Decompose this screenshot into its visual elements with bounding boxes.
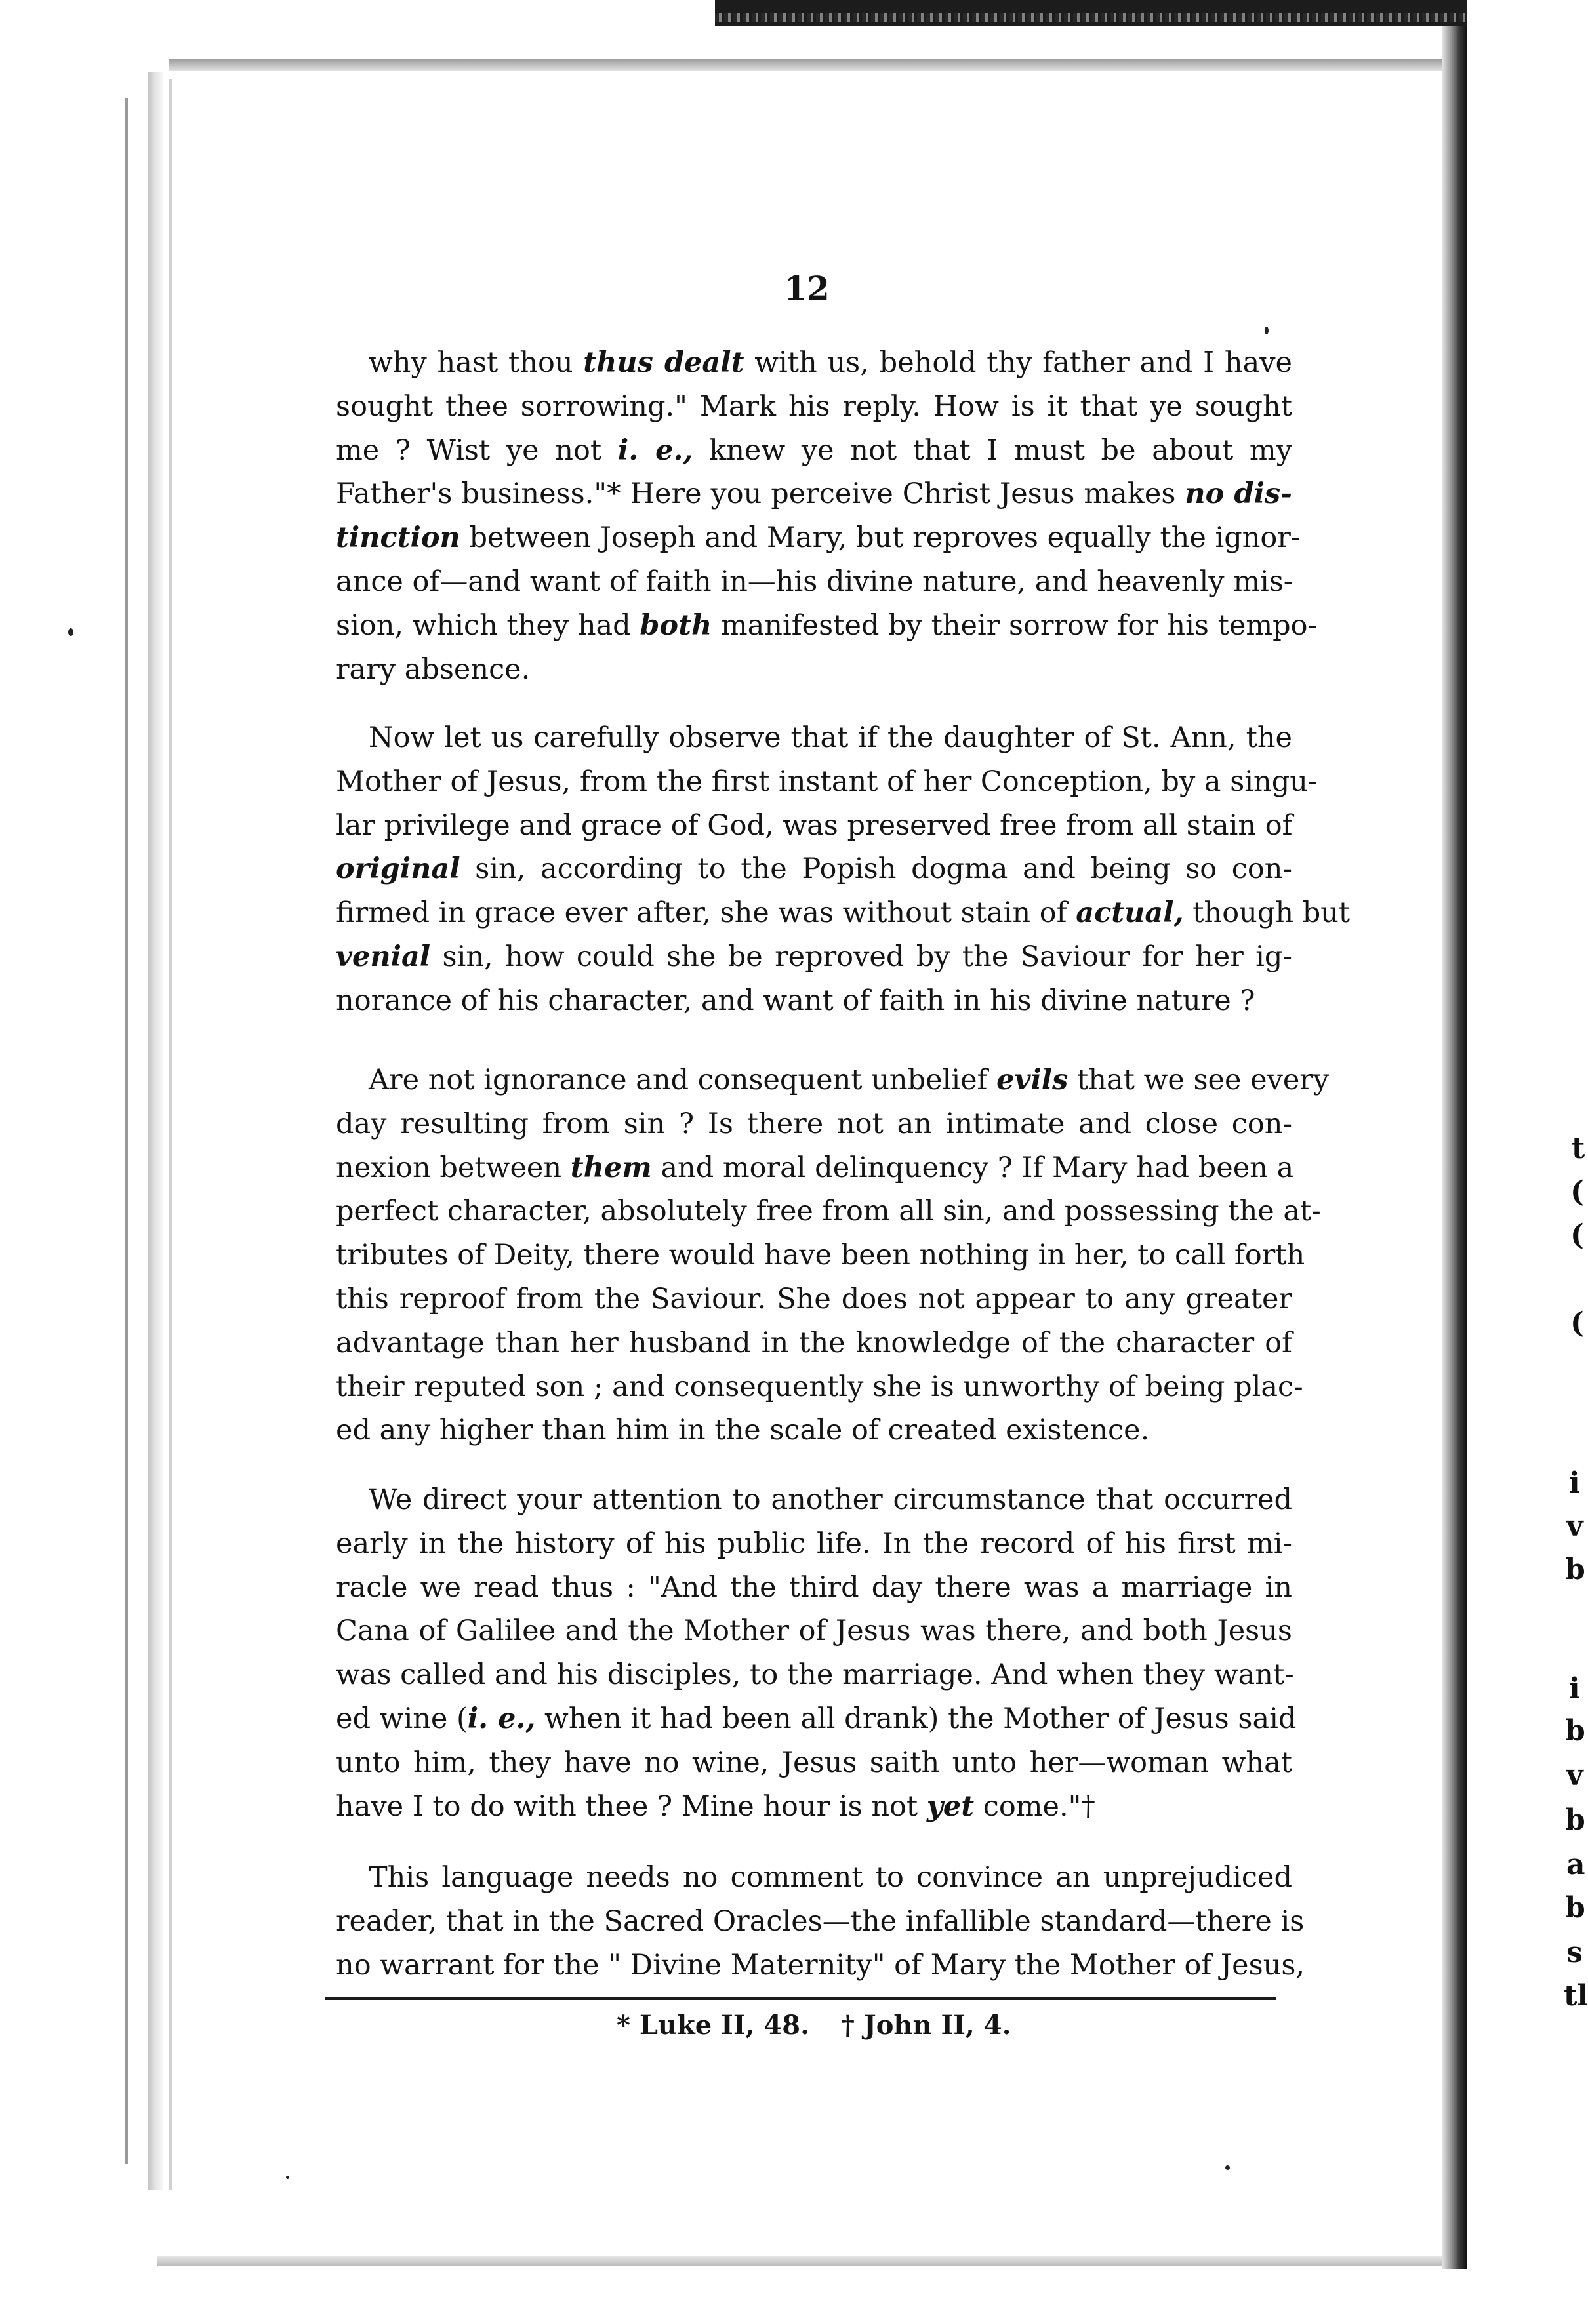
text-line: norance of his character, and want of faith in his divine nature ? xyxy=(336,984,1255,1017)
paragraph xyxy=(336,1478,1297,1828)
margin-fragment: t xyxy=(1572,1132,1585,1165)
text-line: original sin, according to the Popish dogma and being so con- xyxy=(336,852,1292,886)
italic-run: i. e., xyxy=(467,1702,536,1735)
gutter-shadow xyxy=(1442,26,1467,2269)
text-line: ance of—and want of faith in—his divine nature, and heavenly mis- xyxy=(336,565,1293,598)
text-line: me ? Wist ye not i. e., knew ye not that I must be about my xyxy=(336,433,1292,467)
text-line: sion, which they had both manifested by their sorrow for his tempo- xyxy=(336,609,1318,642)
italic-run: venial xyxy=(336,940,431,973)
margin-fragment: b xyxy=(1565,1891,1585,1925)
text-line: this reproof from the Saviour. She does not appear to any greater xyxy=(336,1282,1292,1315)
text-line: day resulting from sin ? Is there not an intimate and close con- xyxy=(336,1107,1292,1140)
scan-speck xyxy=(1225,2165,1230,2170)
paragraph xyxy=(336,716,1351,1023)
italic-run: yet xyxy=(926,1790,975,1823)
text-line: We direct your attention to another circumstance that occurred xyxy=(369,1483,1292,1516)
italic-run: tinction xyxy=(336,521,460,555)
italic-run: them xyxy=(570,1151,652,1184)
margin-fragment: ( xyxy=(1570,1175,1584,1209)
text-line: Cana of Galilee and the Mother of Jesus was there, and both Jesus xyxy=(336,1614,1292,1648)
scan-speck xyxy=(68,628,73,636)
binding-edge-shadow xyxy=(148,72,163,2190)
margin-fragment: i xyxy=(1569,1672,1580,1706)
text-line: advantage than her husband in the knowledge of the character of xyxy=(336,1326,1292,1359)
italic-run: no dis- xyxy=(1185,477,1292,511)
italic-run: thus dealt xyxy=(583,346,744,379)
text-line: This language needs no comment to convince an unprejudiced xyxy=(369,1861,1292,1894)
margin-fragment: ( xyxy=(1570,1306,1584,1340)
italic-run: evils xyxy=(996,1064,1069,1096)
margin-fragment: b xyxy=(1565,1803,1585,1837)
text-line: unto him, they have no wine, Jesus saith unto her—woman what xyxy=(336,1746,1292,1779)
text-line: was called and his disciples, to the marriage. And when they want- xyxy=(336,1658,1294,1692)
margin-fragment: i xyxy=(1569,1466,1580,1500)
binding-edge-line xyxy=(125,98,128,2164)
text-line: Now let us carefully observe that if the daughter of St. Ann, the xyxy=(369,721,1292,754)
text-line: sought thee sorrowing." Mark his reply. How is it that ye sought xyxy=(336,390,1292,423)
italic-run: both xyxy=(640,609,712,642)
footnotes xyxy=(617,2008,1089,2043)
text-line: firmed in grace ever after, she was without stain of actual, though but xyxy=(336,896,1351,930)
footnote-luke: * Luke II, 48. xyxy=(617,2010,810,2041)
paragraph xyxy=(336,1058,1330,1452)
text-line: perfect character, absolutely free from all sin, and possessing the at- xyxy=(336,1195,1321,1228)
text-line: early in the history of his public life. In the record of his first mi- xyxy=(336,1527,1292,1560)
text-line: why hast thou thus dealt with us, behold thy father and I have xyxy=(369,346,1292,379)
text-line: lar privilege and grace of God, was preserved free from all stain of xyxy=(336,809,1293,842)
margin-fragment: s xyxy=(1566,1936,1583,1969)
text-line: have I to do with thee ? Mine hour is not yet come."† xyxy=(336,1790,1095,1823)
margin-fragment: v xyxy=(1566,1759,1583,1792)
paragraph xyxy=(336,341,1318,691)
text-line: racle we read thus : "And the third day there was a marriage in xyxy=(336,1571,1292,1604)
text-line: ed any higher than him in the scale of created existence. xyxy=(336,1414,1150,1447)
text-line: no warrant for the " Divine Maternity" of Mary the Mother of Jesus, xyxy=(336,1948,1305,1982)
page-bottom-edge xyxy=(157,2256,1442,2266)
text-line: nexion between them and moral delinquency ? If Mary had been a xyxy=(336,1151,1294,1184)
page-top-edge xyxy=(169,59,1442,71)
text-line: Father's business."* Here you perceive Christ Jesus makes no dis- xyxy=(336,477,1292,511)
scan-top-strip xyxy=(715,13,1579,22)
next-page-edge xyxy=(1467,0,1579,2324)
margin-fragment: b xyxy=(1565,1553,1585,1586)
text-line: tributes of Deity, there would have been nothing in her, to call forth xyxy=(336,1239,1305,1272)
margin-fragment: tl xyxy=(1564,1979,1588,2013)
scan-speck xyxy=(286,2176,289,2179)
paragraph xyxy=(336,1856,1305,1987)
margin-fragment: ( xyxy=(1570,1218,1584,1252)
text-line: venial sin, how could she be reproved by the Saviour for her ig- xyxy=(336,940,1292,973)
text-line: ed wine (i. e., when it had been all drank) the Mother of Jesus said xyxy=(336,1702,1297,1735)
page-number: 12 xyxy=(784,269,830,308)
page-left-edge xyxy=(169,79,172,2190)
footnote-rule xyxy=(325,1997,1276,2000)
italic-run: actual, xyxy=(1076,896,1184,930)
margin-fragment: b xyxy=(1565,1714,1585,1748)
italic-run: i. e., xyxy=(617,433,693,467)
scan-speck xyxy=(1265,327,1269,334)
margin-fragment: v xyxy=(1566,1510,1583,1543)
text-line: Are not ignorance and consequent unbelief evils that we see every xyxy=(369,1064,1330,1096)
italic-run: original xyxy=(336,852,460,886)
text-line: rary absence. xyxy=(336,652,531,686)
footnote-john: † John II, 4. xyxy=(840,2010,1011,2041)
text-line: tinction between Joseph and Mary, but reproves equally the ignor- xyxy=(336,521,1301,555)
margin-fragment: a xyxy=(1566,1848,1585,1881)
text-line: Mother of Jesus, from the first instant of her Conception, by a singu- xyxy=(336,765,1318,798)
text-line: their reputed son ; and consequently she is unworthy of being plac- xyxy=(336,1370,1303,1403)
text-line: reader, that in the Sacred Oracles—the infallible standard—there is xyxy=(336,1904,1305,1938)
